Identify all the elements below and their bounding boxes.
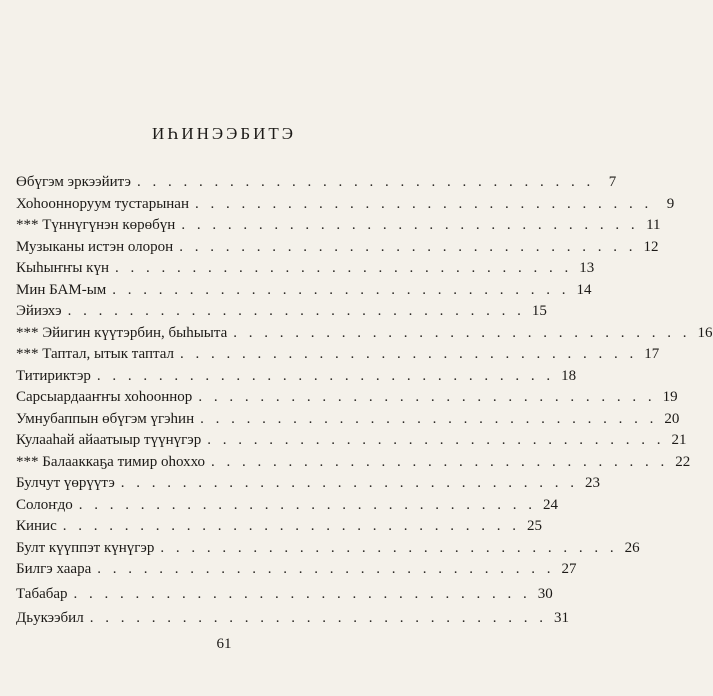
toc-leader-dots: . . . . . . . . . . . . . . . . . . . . . . . . . . . . . . xyxy=(181,217,639,233)
toc-leader-dots: . . . . . . . . . . . . . . . . . . . . . . . . . . . . . . xyxy=(200,410,658,427)
toc-entry xyxy=(16,453,691,476)
toc-entry xyxy=(16,539,640,562)
toc-entry-title: Эйиэхэ xyxy=(16,303,62,319)
toc-leader-dots: . . . . . . . . . . . . . . . . . . . . . . . . . . . . . . xyxy=(179,238,637,255)
toc-entry-page: 20 xyxy=(664,410,680,427)
toc-leader-dots: . . . . . . . . . . . . . . . . . . . . . . . . . . . . . . xyxy=(112,281,570,298)
toc-leader-dots: . . . . . . . . . . . . . . . . . . . . . . . . . . . . . . xyxy=(89,610,547,626)
toc-entry-page: 16 xyxy=(697,324,713,341)
toc-leader-dots: . . . . . . . . . . . . . . . . . . . . . . . . . . . . . . xyxy=(211,453,669,470)
toc-entry xyxy=(16,303,547,325)
toc-entry-page: 17 xyxy=(644,346,660,362)
toc-entry-title: Музыканы истэн олорон xyxy=(16,238,174,255)
toc-entry-title: Табабар xyxy=(16,585,68,602)
toc-entry-title: *** Балааккаҕа тимир оһоххо xyxy=(16,453,206,470)
toc-leader-dots: . . . . . . . . . . . . . . . . . . . . . . . . . . . . . . xyxy=(96,367,555,384)
toc-entry-page: 18 xyxy=(561,367,577,384)
toc-entry xyxy=(16,346,660,368)
toc-entry-title: *** Түннүгүнэн көрөбүн xyxy=(16,217,176,233)
toc-leader-dots: . . . . . . . . . . . . . . . . . . . . . . . . . . . . . . xyxy=(120,475,579,491)
toc-entry-title: Өбүгэм эркээйитэ xyxy=(16,174,131,190)
toc-entry-title: Булчут үөрүүтэ xyxy=(16,475,115,491)
toc-entry-page: 24 xyxy=(543,496,559,513)
toc-entry-page: 27 xyxy=(561,561,577,577)
toc-entry xyxy=(16,518,542,540)
toc-entry-title: Кыһыҥҥы күн xyxy=(16,260,109,276)
toc-entry xyxy=(16,260,595,282)
toc-entry xyxy=(16,367,577,390)
toc-entry-title: Хоһоонноруум тустарынан xyxy=(16,195,189,212)
toc-entry-page: 15 xyxy=(531,303,547,319)
toc-entry-title: Булт күүппэт күнүгэр xyxy=(16,539,155,556)
toc-entry-page: 31 xyxy=(553,610,569,626)
toc-entry xyxy=(16,561,577,583)
toc-entry xyxy=(16,174,617,196)
toc-entry-page: 14 xyxy=(576,281,592,298)
toc-entry xyxy=(16,610,569,632)
toc-leader-dots: . . . . . . . . . . . . . . . . . . . . . . . . . . . . . . xyxy=(180,346,638,362)
toc-entry xyxy=(16,475,601,497)
toc-leader-dots: . . . . . . . . . . . . . . . . . . . . . . . . . . . . . . xyxy=(115,260,573,276)
toc-entry xyxy=(16,585,553,608)
toc-entry-page: 12 xyxy=(643,238,659,255)
toc-entry-title: Кулааһай айаатыыр түүнүгэр xyxy=(16,432,202,448)
toc-leader-dots: . . . . . . . . . . . . . . . . . . . . . . . . . . . . . . xyxy=(97,561,555,577)
toc-entry-title: *** Эйигин күүтэрбин, быһыыта xyxy=(16,324,228,341)
toc-entry xyxy=(16,410,680,433)
toc-leader-dots: . . . . . . . . . . . . . . . . . . . . . . . . . . . . . . xyxy=(198,389,656,405)
toc-entry-title: Сарсыардааҥҥы хоһооннор xyxy=(16,389,193,405)
toc-leader-dots: . . . . . . . . . . . . . . . . . . . . . . . . . . . . . . xyxy=(67,303,525,319)
toc-entry-page: 21 xyxy=(671,432,687,448)
toc-leader-dots: . . . . . . . . . . . . . . . . . . . . . . . . . . . . . . xyxy=(195,195,653,212)
toc-entry-page: 13 xyxy=(579,260,595,276)
toc-entry xyxy=(16,238,659,261)
toc-leader-dots: . . . . . . . . . . . . . . . . . . . . . . . . . . . . . . xyxy=(137,174,595,190)
toc-entry-page: 26 xyxy=(624,539,640,556)
toc-leader-dots: . . . . . . . . . . . . . . . . . . . . . . . . . . . . . . xyxy=(160,539,618,556)
toc-entry xyxy=(16,496,559,519)
toc-entry-title: Солоҥдо xyxy=(16,496,73,513)
toc-entry-page: 7 xyxy=(608,174,617,190)
toc-entry xyxy=(16,432,687,454)
page-title: ИҺИНЭЭБИТЭ xyxy=(152,124,296,143)
table-of-contents xyxy=(16,174,713,632)
toc-leader-dots: . . . . . . . . . . . . . . . . . . . . . . . . . . . . . . xyxy=(73,585,531,602)
toc-entry-page: 23 xyxy=(585,475,601,491)
toc-leader-dots: . . . . . . . . . . . . . . . . . . . . . . . . . . . . . . xyxy=(62,518,520,534)
toc-entry-page: 19 xyxy=(662,389,678,405)
toc-entry-page: 25 xyxy=(527,518,542,534)
toc-leader-dots: . . . . . . . . . . . . . . . . . . . . . . . . . . . . . . xyxy=(78,496,537,513)
toc-entry-title: Титириктэр xyxy=(16,367,91,384)
toc-entry-title: *** Таптал, ытык таптал xyxy=(16,346,175,362)
toc-entry-title: Дьукээбил xyxy=(16,610,84,626)
toc-entry xyxy=(16,217,661,239)
toc-entry-page: 22 xyxy=(675,453,691,470)
page-number: 61 xyxy=(216,636,232,652)
toc-entry-page: 11 xyxy=(646,217,661,233)
toc-entry-title: Билгэ хаара xyxy=(16,561,92,577)
toc-entry-page: 9 xyxy=(666,195,675,212)
toc-entry-title: Кинис xyxy=(16,518,57,534)
toc-leader-dots: . . . . . . . . . . . . . . . . . . . . . . . . . . . . . . xyxy=(233,324,691,341)
toc-entry xyxy=(16,281,592,304)
toc-entry-title: Мин БАМ-ым xyxy=(16,281,107,298)
toc-entry xyxy=(16,389,678,411)
toc-entry xyxy=(16,195,675,218)
toc-entry xyxy=(16,324,713,347)
toc-entry-page: 30 xyxy=(537,585,553,602)
toc-entry-title: Умнубаппын өбүгэм үгэһин xyxy=(16,410,195,427)
toc-leader-dots: . . . . . . . . . . . . . . . . . . . . . . . . . . . . . . xyxy=(207,432,665,448)
